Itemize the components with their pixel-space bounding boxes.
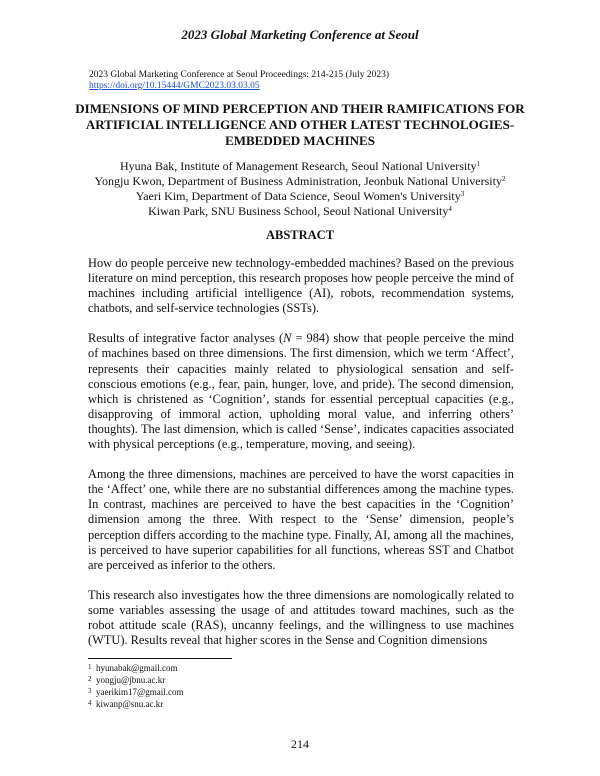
abstract-paragraph-2: Results of integrative factor analyses (N = 984) show that people perceive the mind of machines based on three dimensions. The first dimension, which we term ‘Affect’, represents their capacities mainly related to physiological sensation and self-conscious emotions (e.g., fear, pain, hunger, love, and pride). The second dimension, which is christened as ‘Cognition’, stands for essential perceptual capacities (e.g., disapproving of immoral action, upholding moral value, and inferring others’ thoughts). The last dimension, which is called ‘Sense’, indicates capacities associated with physical perceptions (e.g., temperature, moving, and seeing). xyxy=(88,331,514,452)
footnote-item: 4 kiwanp@snu.ac.kr xyxy=(88,699,164,709)
doi-link[interactable]: https://doi.org/10.15444/GMC2023.03.03.05 xyxy=(89,81,260,91)
running-head: 2023 Global Marketing Conference at Seoul xyxy=(181,27,419,42)
footnote-marker: 2 xyxy=(501,175,506,183)
author-email: kiwanp@snu.ac.kr xyxy=(96,699,164,709)
author-email: yongju@jbnu.ac.kr xyxy=(96,675,166,685)
footnotes xyxy=(88,662,388,710)
author-email: yaerikim17@gmail.com xyxy=(96,687,184,697)
author-line: Yongju Kwon, Department of Business Administration, Jeonbuk National University$^2$ xyxy=(94,174,506,188)
footnote-marker: 3 xyxy=(460,190,465,198)
author-line: Hyuna Bak, Institute of Management Research, Seoul National University$^1$ xyxy=(119,159,481,173)
abstract-paragraph-1: How do people perceive new technology-embedded machines? Based on the previous literature on mind perception, this research proposes how people perceive the mind of machines including artificial intelligence (AI), robots, recommendation systems, chatbots, and self-service technologies (SSTs). xyxy=(88,256,514,316)
footnote-divider xyxy=(88,658,232,659)
author-line: Yaeri Kim, Department of Data Science, Seoul Women's University$^3$ xyxy=(135,189,465,203)
page-number: 214 xyxy=(291,737,309,751)
proceedings-citation: 2023 Global Marketing Conference at Seoul Proceedings: 214-215 (July 2023) xyxy=(89,70,389,80)
footnote-item: 2 yongju@jbnu.ac.kr xyxy=(88,675,166,685)
abstract-paragraph-4: This research also investigates how the three dimensions are nomologically related to some variables assessing the usage of and attitudes toward machines, such as the robot attitude scale (RAS), uncanny feelings, and the willingness to use machines (WTU). Results reveal that higher scores in the Sense and Cognition dimensions xyxy=(88,587,514,648)
proceedings-info xyxy=(89,70,519,92)
author-list xyxy=(40,159,560,219)
footnote-marker: 4 xyxy=(448,205,452,213)
abstract-paragraph-3: Among the three dimensions, machines are perceived to have the worst capacities in the ‘Affect’ one, while there are no substantial differences among the machine types. In contrast, machines are perceived to have the best capacities in the ‘Cognition’ dimension among the three. With respect to the ‘Sense’ dimension, people’s perception differs according to the machine type. Finally, AI, among all the machines, is perceived to have superior capabilities for all functions, whereas SST and Chatbot are perceived as inferior to the others. xyxy=(88,467,514,572)
footnote-marker: 1 xyxy=(476,160,481,168)
abstract-body xyxy=(88,256,514,663)
author-email: hyunabak@gmail.com xyxy=(96,663,178,673)
abstract-heading: ABSTRACT xyxy=(265,228,335,242)
footnote-item: 1 hyunabak@gmail.com xyxy=(88,663,178,673)
author-line: Kiwan Park, SNU Business School, Seoul National University$^4$ xyxy=(148,204,452,218)
footnote-item: 3 yaerikim17@gmail.com xyxy=(88,687,184,697)
paper-title: DIMENSIONS OF MIND PERCEPTION AND THEIR RAMIFICATIONS FOR ARTIFICIAL INTELLIGENCE AND OTHER LATEST TECHNOLOGIES-EMBEDDED MACHINES xyxy=(75,101,525,148)
